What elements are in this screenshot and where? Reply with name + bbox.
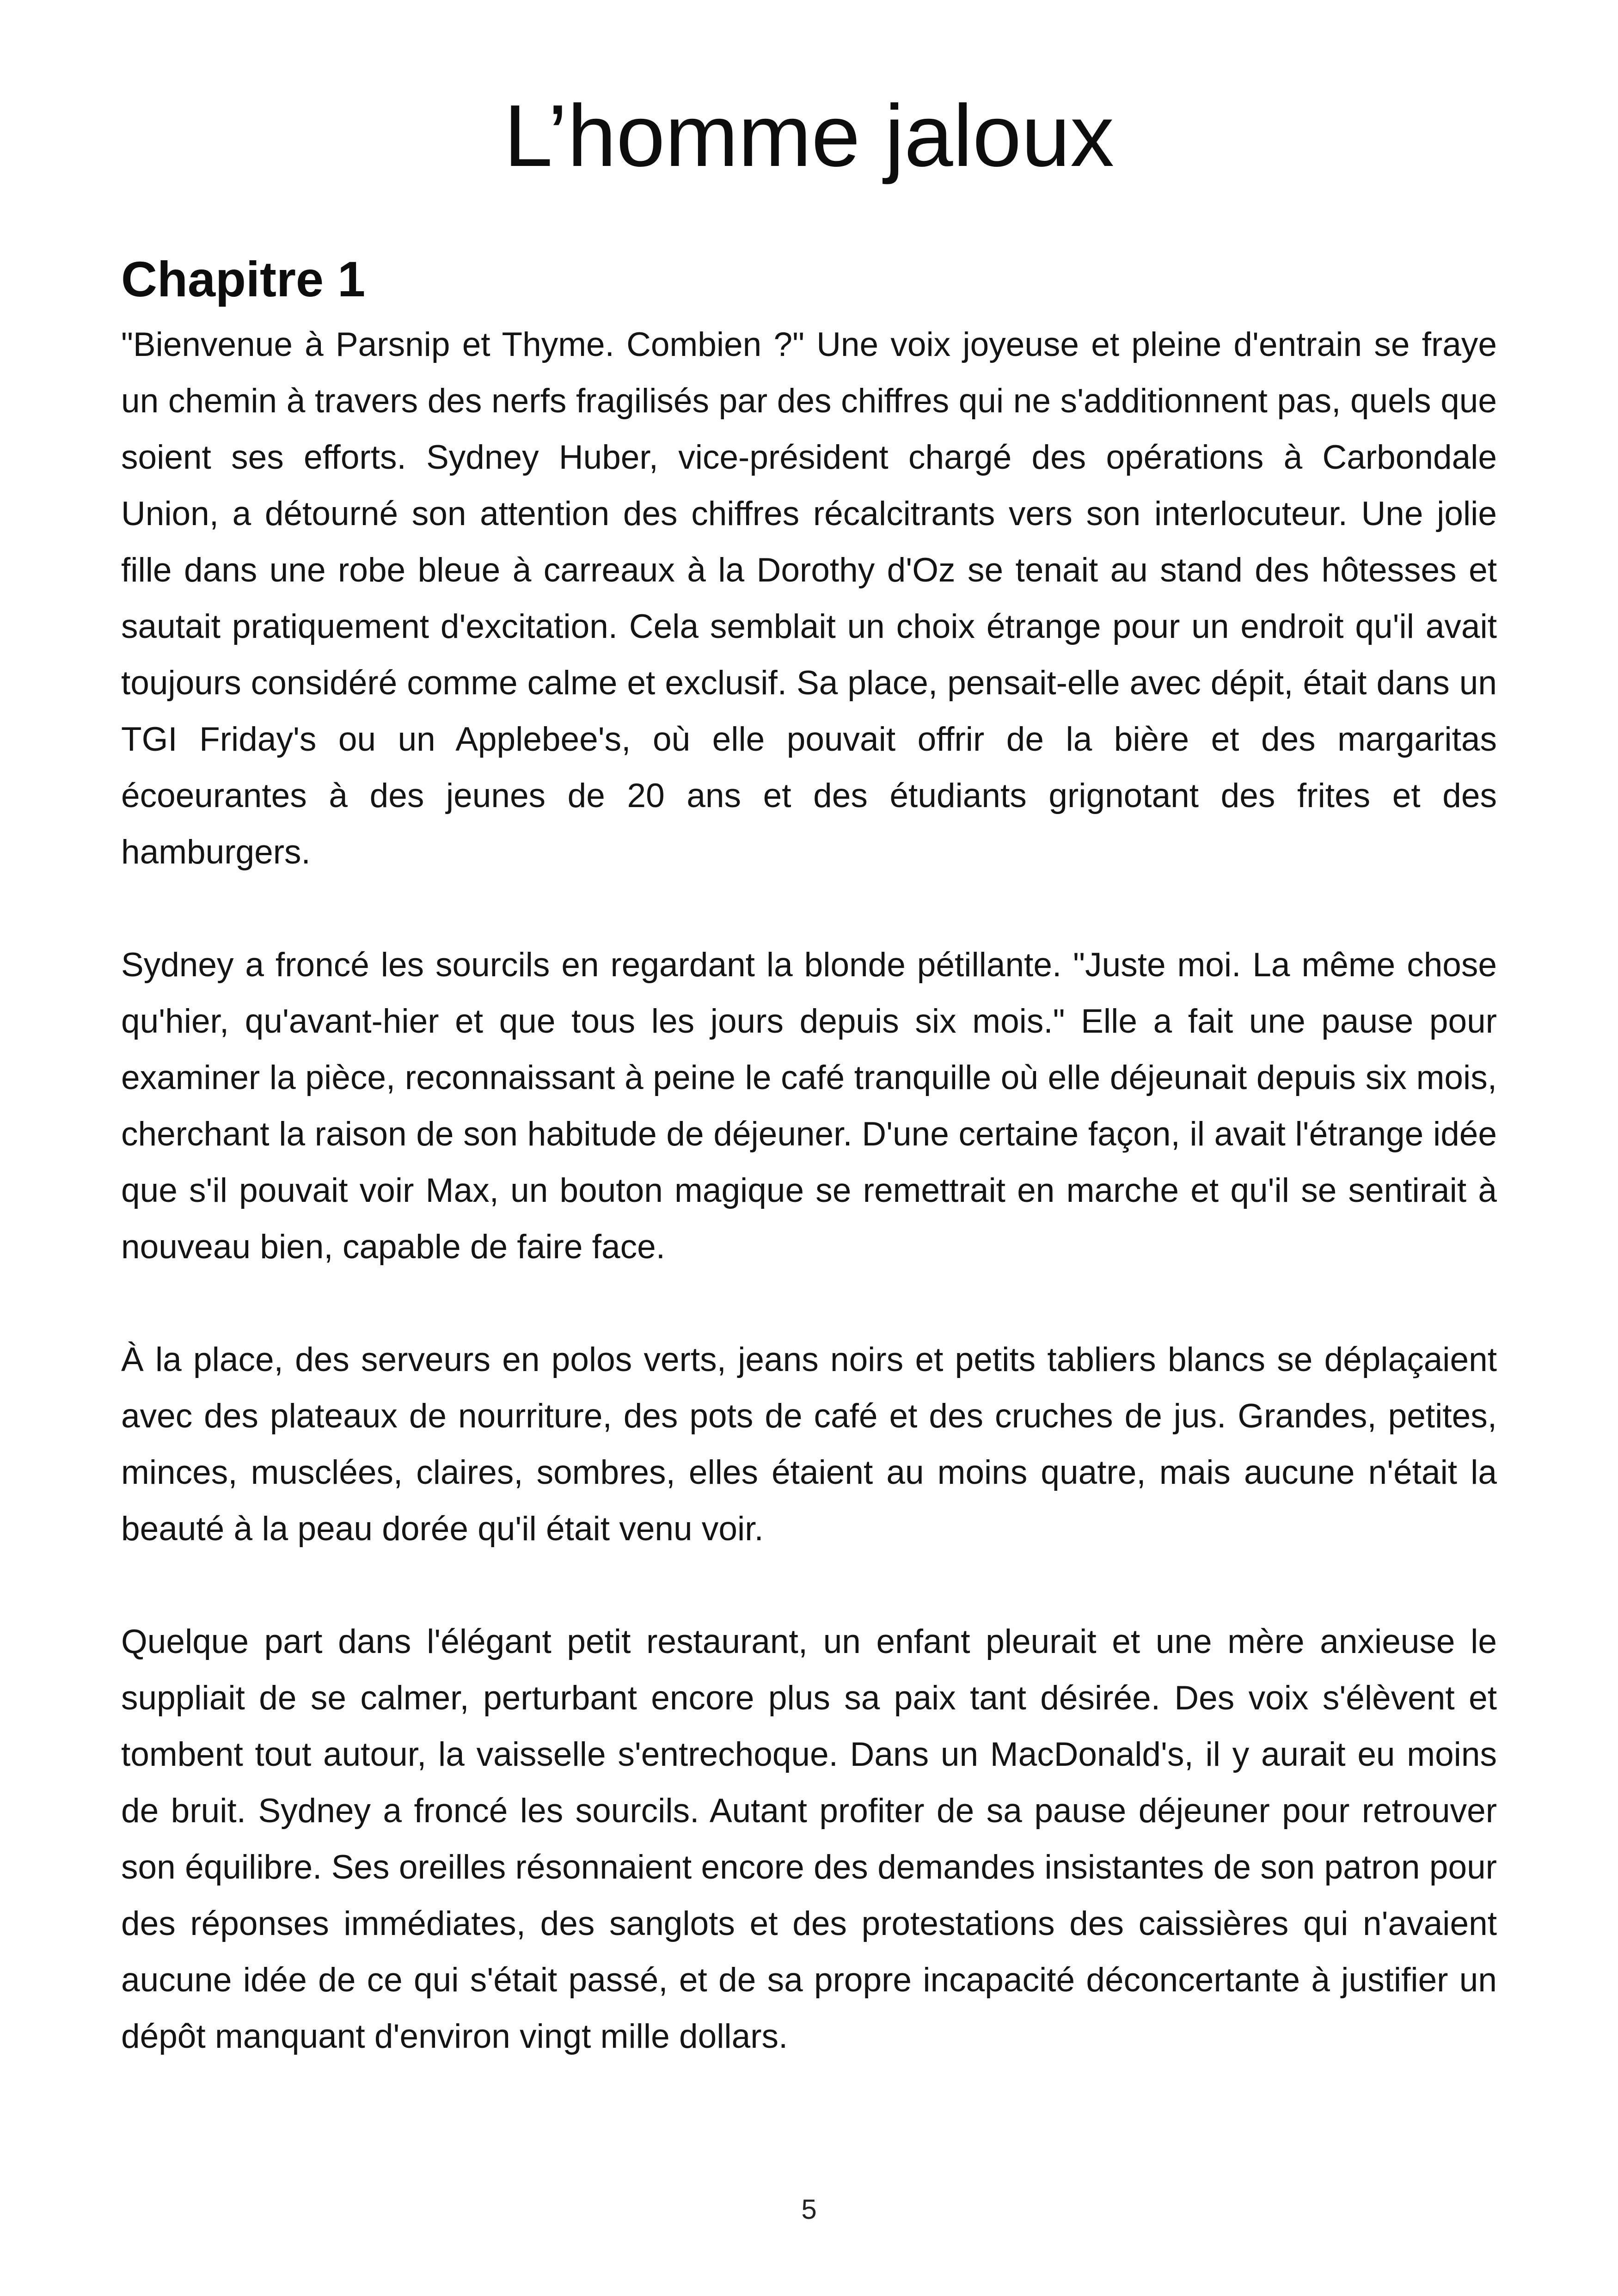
paragraph: "Bienvenue à Parsnip et Thyme. Combien ?" Une voix joyeuse et pleine d'entrain se fraye un chemin à travers des nerfs fragilisés par des chiffres qui ne s'additionnent pas, quels que soient ses efforts. Sydney Huber, vice-président chargé des opérations à Carbondale Union, a détourné son attention des chiffres récalcitrants vers son interlocuteur. Une jolie fille dans une robe bleue à carreaux à la Dorothy d'Oz se tenait au stand des hôtesses et sautait pratiquement d'excitation. Cela semblait un choix étrange pour un endroit qu'il avait toujours considéré comme calme et exclusif. Sa place, pensait-elle avec dépit, était dans un TGI Friday's ou un Applebee's, où elle pouvait offrir de la bière et des margaritas écoeurantes à des jeunes de 20 ans et des étudiants grignotant des frites et des hamburgers. [121, 326, 1497, 871]
paragraph: À la place, des serveurs en polos verts, jeans noirs et petits tabliers blancs se déplaçaient avec des plateaux de nourriture, des pots de café et des cruches de jus. Grandes, petites, minces, musclées, claires, sombres, elles étaient au moins quatre, mais aucune n'était la beauté à la peau dorée qu'il était venu voir. [121, 1341, 1497, 1548]
paragraph: Quelque part dans l'élégant petit restaurant, un enfant pleurait et une mère anxieuse le suppliait de se calmer, perturbant encore plus sa paix tant désirée. Des voix s'élèvent et tombent tout autour, la vaisselle s'entrechoque. Dans un MacDonald's, il y aurait eu moins de bruit. Sydney a froncé les sourcils. Autant profiter de sa pause déjeuner pour retrouver son équilibre. Ses oreilles résonnaient encore des demandes insistantes de son patron pour des réponses immédiates, des sanglots et des protestations des caissières qui n'avaient aucune idée de ce qui s'était passé, et de sa propre incapacité déconcertante à justifier un dépôt manquant d'environ vingt mille dollars. [121, 1623, 1497, 2055]
page-number: 5 [801, 2194, 817, 2225]
chapter-body [121, 317, 1497, 2121]
book-title: L’homme jaloux [503, 87, 1115, 185]
paragraph: Sydney a froncé les sourcils en regardant la blonde pétillante. "Juste moi. La même chose qu'hier, qu'avant-hier et que tous les jours depuis six mois." Elle a fait une pause pour examiner la pièce, reconnaissant à peine le café tranquille où elle déjeunait depuis six mois, cherchant la raison de son habitude de déjeuner. D'une certaine façon, il avait l'étrange idée que s'il pouvait voir Max, un bouton magique se remettrait en marche et qu'il se sentirait à nouveau bien, capable de faire face. [121, 946, 1497, 1266]
chapter-heading: Chapitre 1 [121, 251, 366, 307]
